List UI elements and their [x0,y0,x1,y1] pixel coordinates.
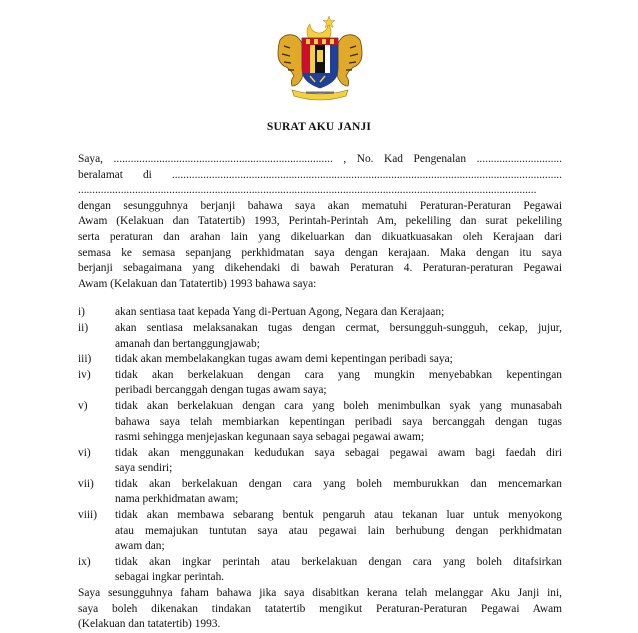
pledge-text-line: tidak akan berkelakuan dengan cara yang boleh menimbulkan syak yang munasabah [115,399,562,412]
pledge-item [78,446,562,477]
pledge-number: viii) [78,509,97,522]
pledge-number: i) [78,306,85,319]
pledge-item [78,399,562,446]
pledge-text [115,555,562,586]
malaysia-coat-of-arms-icon [270,10,370,110]
document-body [78,152,562,633]
pledge-text-line: amanah dan bertanggungjawab; [115,337,260,350]
closing-line: saya boleh dikenakan tindakan tatatertib mengikut Peraturan-Peraturan Pegawai Awam [78,602,562,615]
intro-line-address: beralamat di ......................................................................................................................................... [78,168,562,181]
pledge-number: ii) [78,321,89,334]
pledge-number: v) [78,399,88,412]
pledge-text-line: atau memajukan tuntutan saya atau pegawai lain berhubung dengan perkhidmatan [115,524,562,537]
pledge-text-line: tidak akan ingkar perintah atau berkelakuan dengan cara yang boleh ditafsirkan [115,555,562,568]
pledge-text [115,399,562,446]
pledge-item [78,352,562,368]
pledge-text [115,477,562,508]
document-title: SURAT AKU JANJI [266,121,372,133]
pledge-text-line: akan sentiasa taat kepada Yang di-Pertuan Agong, Negara dan Kerajaan; [115,306,445,319]
pledge-text-line: awam dan; [115,540,165,553]
pledge-text [115,368,562,399]
pledge-text-line: bahawa saya telah membiarkan kepentingan peribadi saya bercanggah dengan tugas [115,415,562,428]
pledge-text [115,508,562,555]
pledge-item [78,508,562,555]
intro-line: berjanji sebagaimana yang dikehendaki di bawah Peraturan 4. Peraturan-peraturan Pegawai [78,262,562,275]
intro-line-address-cont: ................................................................................................................................................................. [78,184,537,197]
pledge-item [78,555,562,586]
pledge-number: vii) [78,477,94,490]
pledge-text-line: tidak akan membawa sebarang bentuk pengaruh atau tekanan luar untuk menyokong [115,509,562,522]
pledge-number: iv) [78,368,91,381]
pledge-text [115,321,562,352]
pledge-item [78,321,562,352]
pledge-item [78,368,562,399]
pledge-text-line: nama perkhidmatan awam; [115,493,239,506]
pledge-text-line: tidak akan berkelakuan dengan cara yang mungkin menyebabkan kepentingan [115,368,562,381]
intro-line: Awam (Kelakuan dan Tatatertib) 1993, Perintah-Perintah Am, pekeliling dan surat pekeliling [78,215,562,228]
pledge-item [78,305,562,321]
pledge-text-line: akan sentiasa melaksanakan tugas dengan cermat, bersungguh-sungguh, cekap, jujur, [115,321,562,334]
pledge-text-line: rasmi sehingga menjejaskan kegunaan saya sebagai pegawai awam; [115,431,425,444]
pledge-text [115,352,562,368]
pledge-number: iii) [78,353,92,366]
pledge-text [115,446,562,477]
pledge-number: ix) [78,555,91,568]
pledge-text-line: tidak akan membelakangkan tugas awam demi kepentingan peribadi saya; [115,353,453,366]
pledge-list [78,305,562,586]
intro-line: Awam (Kelakuan dan Tatatertib) 1993 bahawa saya: [78,277,317,290]
intro-line: semasa ke semasa sepanjang perkhidmatan saya dengan kerajaan. Maka dengan itu saya [78,246,562,259]
pledge-text-line: saya sendiri; [115,462,173,475]
closing-line: (Kelakuan dan tatatertib) 1993. [78,618,221,631]
pledge-text-line: tidak akan berkelakuan dengan cara yang boleh memburukkan dan mencemarkan [115,477,562,490]
pledge-number: vi) [78,446,91,459]
intro-line: serta peraturan dan arahan lain yang dikeluarkan dan dikuatkuasakan oleh Kerajaan dari [78,230,562,243]
pledge-text-line: peribadi bercanggah dengan tugas awam saya; [115,384,327,397]
pledge-text-line: tidak akan menggunakan kedudukan saya sebagai pegawai awam bagi faedah diri [115,446,562,459]
pledge-text-line: sebagai ingkar perintah. [115,571,225,584]
pledge-text [115,305,562,321]
intro-line-name: Saya, ............................................................................. , No. Kad Pengenalan .............................. [78,153,562,165]
spacer [78,292,562,305]
intro-line: dengan sesungguhnya berjanji bahawa saya akan mematuhi Peraturan-Peraturan Pegawai [78,199,562,212]
closing-line: Saya sesungguhnya faham bahawa jika saya disabitkan kerana telah melanggar Aku Janji ini, [78,587,562,600]
pledge-item [78,477,562,508]
